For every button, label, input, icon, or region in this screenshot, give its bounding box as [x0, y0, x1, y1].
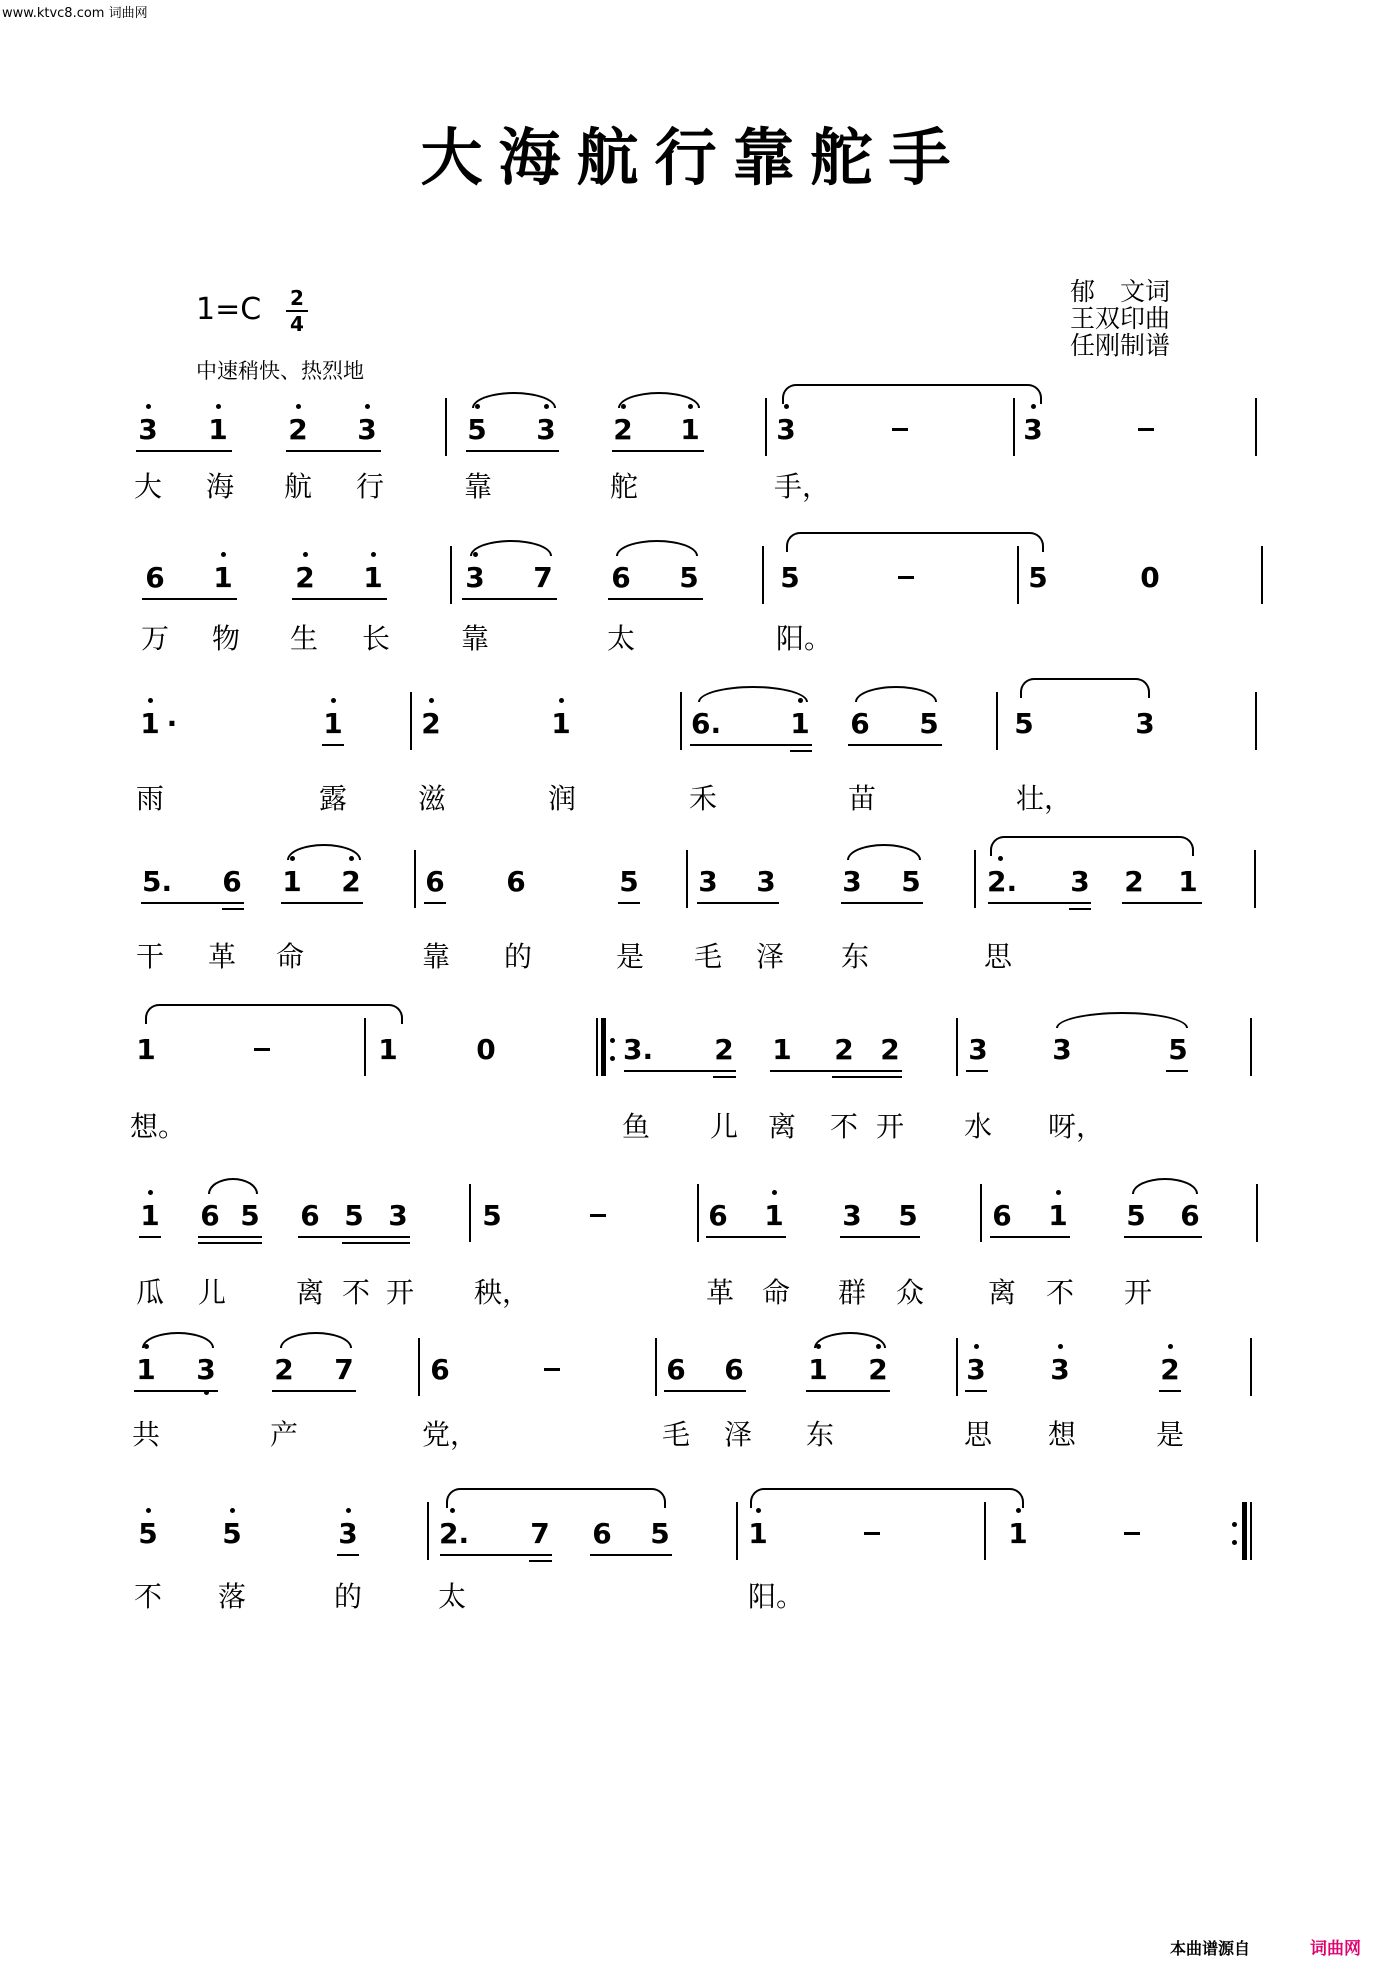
underline	[990, 1236, 1070, 1238]
underline	[690, 744, 812, 746]
underline	[770, 1070, 902, 1072]
underline	[529, 1560, 552, 1562]
lyric: 阳。	[748, 1580, 805, 1613]
lyric: 离	[295, 1276, 324, 1309]
note: 3	[698, 865, 718, 898]
note: 1	[1005, 1518, 1031, 1550]
underline	[281, 902, 363, 904]
lyric: 手，	[774, 470, 831, 503]
note: 6	[611, 561, 631, 594]
lyric: 泽	[723, 1418, 752, 1451]
song-title: 大海航行靠舵手	[420, 121, 967, 194]
slur	[287, 844, 361, 860]
dash	[1124, 1532, 1140, 1535]
underline	[965, 1390, 987, 1392]
slur	[618, 392, 700, 408]
note: 3	[842, 1199, 862, 1232]
barline	[1254, 850, 1256, 908]
note: 5	[679, 561, 699, 594]
lyric: 靠	[460, 622, 489, 655]
lyric: 不	[829, 1110, 858, 1143]
repeat-dot	[610, 1038, 615, 1043]
underline	[966, 1070, 988, 1072]
dash	[892, 428, 908, 431]
note: 3	[1020, 414, 1046, 446]
barline	[445, 398, 447, 456]
underline	[848, 744, 942, 746]
tempo-marking: 中速稍快、热烈地	[196, 359, 364, 383]
lyric: 是	[1155, 1418, 1184, 1451]
note: 1	[136, 1033, 156, 1066]
note: 3	[842, 865, 862, 898]
barline	[427, 1502, 429, 1560]
barline	[1255, 692, 1257, 750]
underline	[134, 1390, 218, 1392]
lyric: 不	[133, 1580, 162, 1613]
underline	[697, 902, 779, 904]
lyric: 万	[140, 622, 169, 655]
note: 2	[834, 1033, 854, 1066]
underline	[272, 1390, 356, 1392]
lyric: 想	[1047, 1418, 1076, 1451]
barline	[697, 1184, 699, 1242]
slur	[470, 540, 552, 556]
barline	[984, 1502, 986, 1560]
note: 1	[137, 1200, 163, 1232]
tie	[446, 1488, 666, 1508]
lyric: 靠	[463, 470, 492, 503]
note: 3	[773, 414, 799, 446]
lyric: 东	[840, 940, 869, 973]
underline	[298, 1236, 410, 1238]
note: 6	[724, 1353, 744, 1386]
underline	[286, 450, 381, 452]
barline	[1250, 1338, 1252, 1396]
note: 3	[135, 414, 161, 446]
tie	[782, 384, 1042, 404]
note: 5	[482, 1199, 502, 1232]
note: 0	[476, 1033, 496, 1066]
lyric: 禾	[688, 782, 717, 815]
note: 1	[772, 1033, 792, 1066]
note: 1	[279, 866, 305, 898]
note: 5	[780, 561, 800, 594]
lyric: 儿	[709, 1110, 738, 1143]
slur	[855, 686, 937, 702]
lyric: 毛	[693, 940, 722, 973]
underline	[624, 1070, 736, 1072]
lyric: 思	[983, 940, 1012, 973]
underline	[840, 1236, 920, 1238]
note: 5	[619, 865, 639, 898]
underline	[1159, 1390, 1181, 1392]
underline	[1122, 902, 1202, 904]
slur	[472, 392, 556, 408]
lyric: 开	[1123, 1276, 1152, 1309]
repeat-end-thin	[1250, 1502, 1252, 1560]
note: 2	[610, 414, 636, 446]
note: 2.	[987, 866, 1013, 898]
note: 2	[418, 708, 444, 740]
note: 1	[360, 562, 386, 594]
lyric: 东	[805, 1418, 834, 1451]
note: 2	[274, 1353, 294, 1386]
lyric: 鱼	[621, 1110, 650, 1143]
underline	[590, 1554, 672, 1556]
lyric: 阳。	[776, 622, 833, 655]
footer-source: 本曲谱源自	[1170, 1939, 1251, 1958]
lyric: 是	[615, 940, 644, 973]
tie	[1020, 678, 1150, 698]
note: 6	[425, 865, 445, 898]
dash	[544, 1368, 560, 1371]
note: 3	[462, 562, 488, 594]
underline	[832, 1076, 902, 1078]
underline	[1166, 1070, 1188, 1072]
note: 2	[292, 562, 318, 594]
note: 6	[300, 1199, 320, 1232]
tie	[750, 1488, 1024, 1508]
note: 1	[745, 1518, 771, 1550]
underline	[142, 598, 237, 600]
note: 3	[1070, 865, 1090, 898]
note: 2	[338, 866, 364, 898]
key-signature: 1=C	[196, 292, 262, 327]
underline	[706, 1236, 786, 1238]
lyric: 开	[875, 1110, 904, 1143]
note: 1	[133, 1354, 159, 1386]
note: 1	[677, 414, 703, 446]
underline	[790, 750, 812, 752]
note: 2	[1157, 1354, 1183, 1386]
barline	[469, 1184, 471, 1242]
lyric: 的	[333, 1580, 362, 1613]
lyric: 落	[217, 1580, 246, 1613]
repeat-dot	[1232, 1540, 1237, 1545]
lyric: 太	[437, 1580, 466, 1613]
barline	[680, 692, 682, 750]
underline	[462, 598, 557, 600]
tie	[786, 532, 1044, 552]
note: 7	[533, 561, 553, 594]
lyric: 太	[606, 622, 635, 655]
note: 3	[193, 1354, 219, 1386]
lyric: 航	[283, 470, 312, 503]
lyric: 命	[761, 1276, 790, 1309]
note: 1	[320, 708, 346, 740]
note: 6	[850, 707, 870, 740]
barline	[364, 1018, 366, 1076]
note: 1	[1045, 1200, 1071, 1232]
note: 1	[1178, 865, 1198, 898]
lyric: 命	[275, 940, 304, 973]
repeat-start-thin	[596, 1018, 598, 1076]
lyric: 党，	[422, 1418, 479, 1451]
slur	[847, 844, 921, 860]
slur	[616, 540, 698, 556]
slur	[1056, 1012, 1188, 1028]
lyric: 大	[133, 470, 162, 503]
barline	[974, 850, 976, 908]
slur	[208, 1178, 258, 1194]
barline	[736, 1502, 738, 1560]
underline	[222, 908, 244, 910]
note: 1	[137, 708, 163, 740]
lyric: 儿	[197, 1276, 226, 1309]
underline	[139, 1236, 161, 1238]
barline	[655, 1338, 657, 1396]
repeat-end-thick	[1242, 1502, 1247, 1560]
lyric: 产	[269, 1418, 298, 1451]
barline	[686, 850, 688, 908]
note: 2	[1124, 865, 1144, 898]
barline	[414, 850, 416, 908]
barline	[1261, 546, 1263, 604]
note: 6	[222, 865, 242, 898]
note: 3	[335, 1518, 361, 1550]
lyric: 物	[211, 622, 240, 655]
note: 5	[901, 865, 921, 898]
note: 3	[1052, 1033, 1072, 1066]
note: 3	[1135, 707, 1155, 740]
slur	[142, 1332, 214, 1348]
note: 6	[708, 1199, 728, 1232]
lyric: 苗	[847, 782, 876, 815]
underline	[141, 902, 244, 904]
underline	[608, 598, 703, 600]
lyric: 想。	[130, 1110, 187, 1143]
lyric: 长	[361, 622, 390, 655]
lyric: 干	[135, 940, 164, 973]
note: 7	[334, 1353, 354, 1386]
note: 2	[285, 414, 311, 446]
note: 0	[1140, 561, 1160, 594]
dash	[254, 1048, 270, 1051]
note: 5	[1126, 1199, 1146, 1232]
note: 2	[865, 1354, 891, 1386]
slur	[814, 1332, 886, 1348]
note: 2	[714, 1033, 734, 1066]
note: 1	[378, 1033, 398, 1066]
note: 3	[1047, 1354, 1073, 1386]
lyric: 行	[355, 470, 384, 503]
note: 3	[354, 414, 380, 446]
note: 3	[968, 1033, 988, 1066]
note: 1	[805, 1354, 831, 1386]
lyric: 露	[318, 782, 347, 815]
note: 5	[1014, 707, 1034, 740]
credit-composer: 王双印曲	[1070, 304, 1171, 333]
lyric: 泽	[755, 940, 784, 973]
underline	[424, 902, 446, 904]
underline	[612, 450, 704, 452]
barline	[1013, 398, 1015, 456]
lyric: 毛	[661, 1418, 690, 1451]
barline	[996, 692, 998, 750]
time-top: 2	[290, 286, 304, 310]
note: 7	[530, 1517, 550, 1550]
note: 6	[430, 1353, 450, 1386]
lyric: 不	[1045, 1276, 1074, 1309]
barline	[765, 398, 767, 456]
note: 3	[963, 1354, 989, 1386]
note: 5	[1028, 561, 1048, 594]
lyric: 离	[987, 1276, 1016, 1309]
lyric: 海	[205, 470, 234, 503]
note: 1	[210, 562, 236, 594]
tie	[990, 836, 1194, 856]
underline	[292, 598, 387, 600]
underline	[337, 1554, 359, 1556]
underline	[664, 1390, 746, 1392]
underline	[713, 1076, 736, 1078]
note: 6	[200, 1199, 220, 1232]
barline	[1255, 398, 1257, 456]
note: 6	[1180, 1199, 1200, 1232]
barline	[418, 1338, 420, 1396]
barline	[980, 1184, 982, 1242]
note: 6.	[691, 707, 722, 740]
barline	[1250, 1018, 1252, 1076]
lyric: 众	[895, 1276, 924, 1309]
underline	[1124, 1236, 1202, 1238]
lyric: 不	[341, 1276, 370, 1309]
note: 2.	[439, 1518, 465, 1550]
underline	[988, 902, 1091, 904]
slur	[280, 1332, 352, 1348]
note: 6	[666, 1353, 686, 1386]
note: 6	[992, 1199, 1012, 1232]
note: 5	[240, 1199, 260, 1232]
dash	[864, 1532, 880, 1535]
lyric: 靠	[421, 940, 450, 973]
note: 6	[592, 1517, 612, 1550]
note: 5	[898, 1199, 918, 1232]
note: 6	[145, 561, 165, 594]
lyric: 瓜	[135, 1276, 164, 1309]
note: 5	[219, 1518, 245, 1550]
lyric: 革	[207, 940, 236, 973]
note: 3.	[623, 1033, 654, 1066]
note: 5	[135, 1518, 161, 1550]
lyric: 生	[289, 622, 318, 655]
dash	[898, 576, 914, 579]
underline	[806, 1390, 890, 1392]
barline	[450, 546, 452, 604]
time-signature	[286, 288, 308, 334]
note: 1	[548, 708, 574, 740]
barline	[1256, 1184, 1258, 1242]
underline	[466, 450, 559, 452]
lyric: 共	[131, 1418, 160, 1451]
credit-lyricist: 郁 文词	[1070, 277, 1171, 306]
note: 2	[880, 1033, 900, 1066]
lyric: 呀，	[1048, 1110, 1105, 1143]
lyric: 雨	[135, 782, 164, 815]
note: 5	[464, 414, 490, 446]
footer-brand-link[interactable]: 词曲网	[1310, 1939, 1361, 1959]
note: 5	[919, 707, 939, 740]
lyric: 壮，	[1016, 782, 1073, 815]
note: 5.	[142, 865, 173, 898]
lyric: 舵	[609, 470, 638, 503]
note: 5	[1168, 1033, 1188, 1066]
dash	[1138, 428, 1154, 431]
lyric: 开	[385, 1276, 414, 1309]
lyric: 群	[837, 1276, 866, 1309]
barline	[1017, 546, 1019, 604]
barline	[956, 1018, 958, 1076]
lyric: 革	[705, 1276, 734, 1309]
barline	[956, 1338, 958, 1396]
augmentation-dot: ·	[166, 707, 178, 740]
lyric: 的	[503, 940, 532, 973]
barline	[762, 546, 764, 604]
note: 1	[761, 1200, 787, 1232]
repeat-dot	[1232, 1522, 1237, 1527]
lyric: 离	[767, 1110, 796, 1143]
site-watermark[interactable]: www.ktvc8.com 词曲网	[2, 6, 148, 21]
note: 3	[533, 414, 559, 446]
note: 1	[787, 708, 813, 740]
lyric: 秧，	[474, 1276, 531, 1309]
lyric: 滋	[417, 782, 446, 815]
underline	[198, 1236, 262, 1238]
underline	[440, 1554, 552, 1556]
repeat-dot	[610, 1056, 615, 1061]
underline	[841, 902, 923, 904]
repeat-start-thick	[601, 1018, 606, 1076]
lyric: 水	[963, 1110, 992, 1143]
note: 6	[506, 865, 526, 898]
underline	[1069, 908, 1091, 910]
note: 3	[388, 1199, 408, 1232]
underline	[618, 902, 640, 904]
note: 1	[205, 414, 231, 446]
barline	[410, 692, 412, 750]
note: 3	[756, 865, 776, 898]
underline	[322, 744, 344, 746]
note: 5	[650, 1517, 670, 1550]
underline	[136, 450, 232, 452]
slur	[698, 686, 808, 702]
time-bottom: 4	[290, 312, 304, 336]
slur	[1132, 1178, 1198, 1194]
note: 5	[344, 1199, 364, 1232]
credit-arranger: 任刚制谱	[1070, 331, 1171, 360]
underline	[198, 1242, 262, 1244]
underline	[342, 1242, 410, 1244]
lyric: 思	[963, 1418, 992, 1451]
lyric: 润	[547, 782, 576, 815]
dash	[590, 1214, 606, 1217]
